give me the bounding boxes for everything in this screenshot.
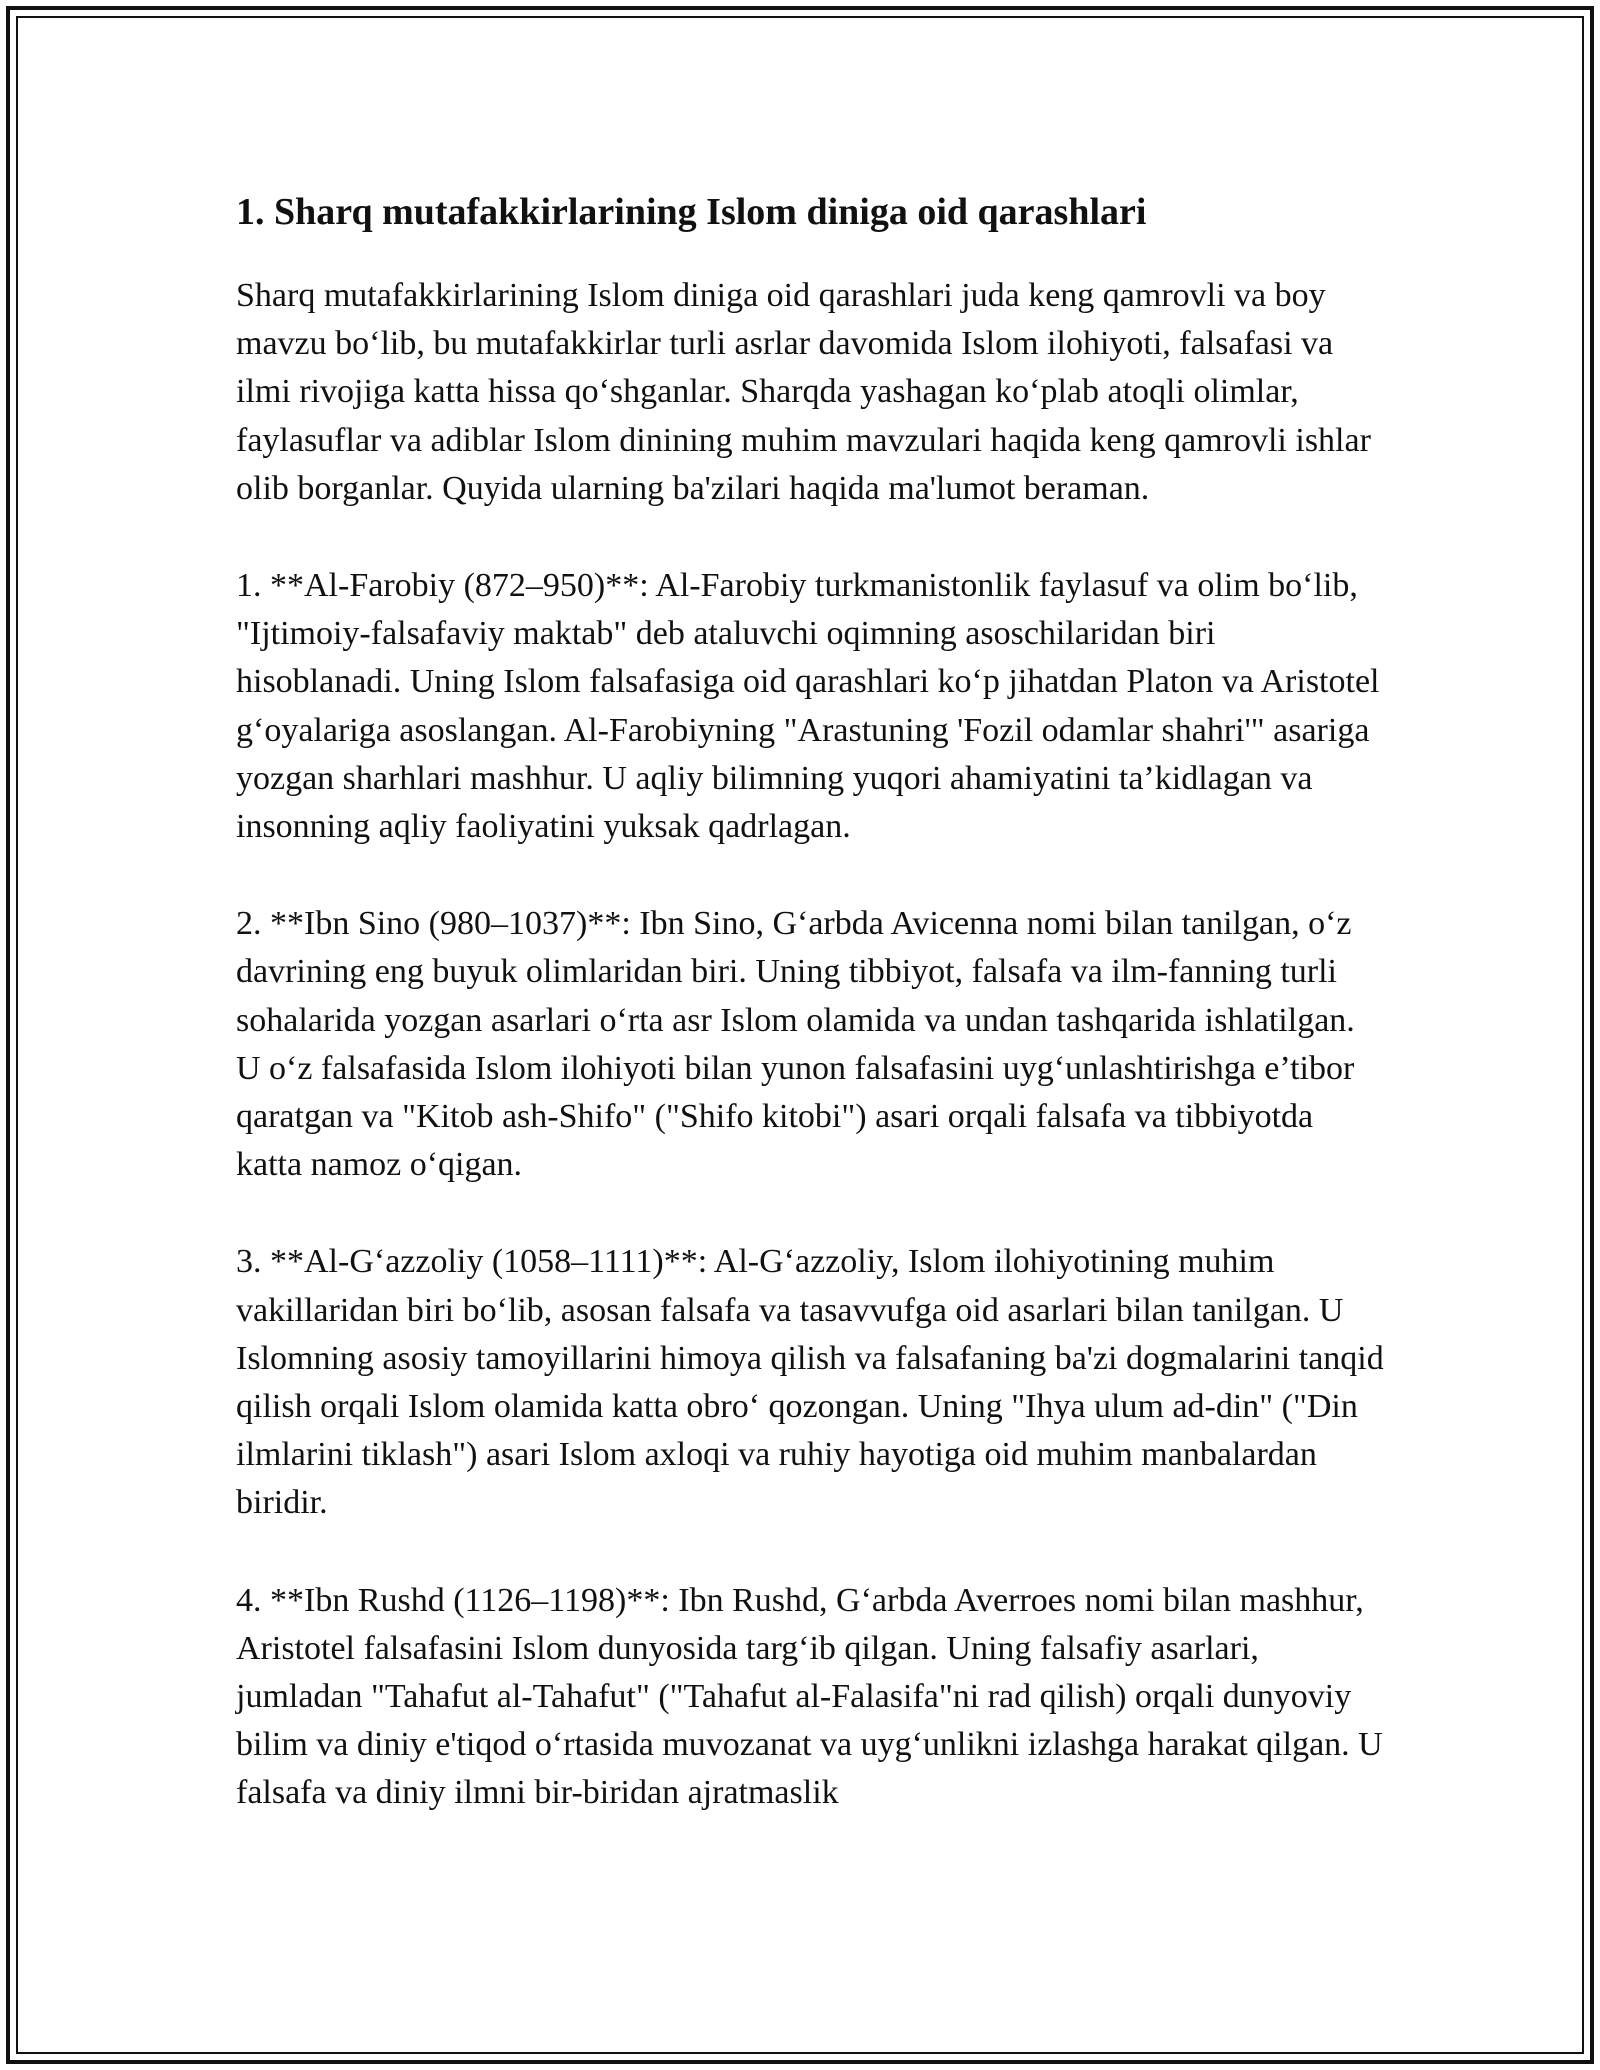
section-heading: 1. Sharq mutafakkirlarining Islom diniga oid qarashlari (236, 191, 1147, 233)
intro-paragraph: Sharq mutafakkirlarining Islom diniga oid qarashlari juda keng qamrovli va boy mavzu bo‘lib, bu mutafakkirlar turli asrlar davomida Islom ilohiyoti, falsafasi va ilmi rivojiga katta hissa qo‘shganlar. Sharqda yashagan ko‘plab atoqli olimlar, faylasuflar va adiblar Islom dinining muhim mavzulari haqida keng qamrovli ishlar olib borganlar. Quyida ularning ba'zilari haqida ma'lumot beraman. (236, 277, 1371, 507)
paragraph-ibn-sino: 2. **Ibn Sino (980–1037)**: Ibn Sino, G‘arbda Avicenna nomi bilan tanilgan, o‘z davrining eng buyuk olimlaridan biri. Uning tibbiyot, falsafa va ilm-fanning turli sohalarida yozgan asarlari o‘rta asr Islom olamida va undan tashqarida ishlatilgan. U o‘z falsafasida Islom ilohiyoti bilan yunon falsafasini uyg‘unlashtirishga e’tibor qaratgan va "Kitob ash-Shifo" ("Shifo kitobi") asari orqali falsafa va tibbiyotda katta namoz o‘qigan. (236, 905, 1355, 1184)
paragraph-al-gazzoliy: 3. **Al-G‘azzoliy (1058–1111)**: Al-G‘azzoliy, Islom ilohiyotining muhim vakillaridan biri bo‘lib, asosan falsafa va tasavvufga oid asarlari bilan tanilgan. U Islomning asosiy tamoyillarini himoya qilish va falsafaning ba'zi dogmalarini tanqid qilish orqali Islom olamida katta obro‘ qozongan. Uning "Ihya ulum ad-din" ("Din ilmlarini tiklash") asari Islom axloqi va ruhiy hayotiga oid muhim manbalardan biridir. (236, 1243, 1384, 1522)
document-body (236, 186, 1386, 1867)
paragraph-ibn-rushd: 4. **Ibn Rushd (1126–1198)**: Ibn Rushd, G‘arbda Averroes nomi bilan mashhur, Aristotel falsafasini Islom dunyosida targ‘ib qilgan. Uning falsafiy asarlari, jumladan "Tahafut al-Tahafut" ("Tahafut al-Falasifa"ni rad qilish) orqali dunyoviy bilim va diniy e'tiqod o‘rtasida muvozanat va uyg‘unlikni izlashga harakat qilgan. U falsafa va diniy ilmni bir-biridan ajratmaslik (236, 1581, 1383, 1812)
paragraph-al-farobiy: 1. **Al-Farobiy (872–950)**: Al-Farobiy turkmanistonlik faylasuf va olim bo‘lib, "Ijtimoiy-falsafaviy maktab" deb ataluvchi oqimning asoschilaridan biri hisoblanadi. Uning Islom falsafasiga oid qarashlari ko‘p jihatdan Platon va Aristotel g‘oyalariga asoslangan. Al-Farobiyning "Arastuning 'Fozil odamlar shahri'" asariga yozgan sharhlari mashhur. U aqliy bilimning yuqori ahamiyatini ta’kidlagan va insonning aqliy faoliyatini yuksak qadrlagan. (236, 567, 1380, 846)
